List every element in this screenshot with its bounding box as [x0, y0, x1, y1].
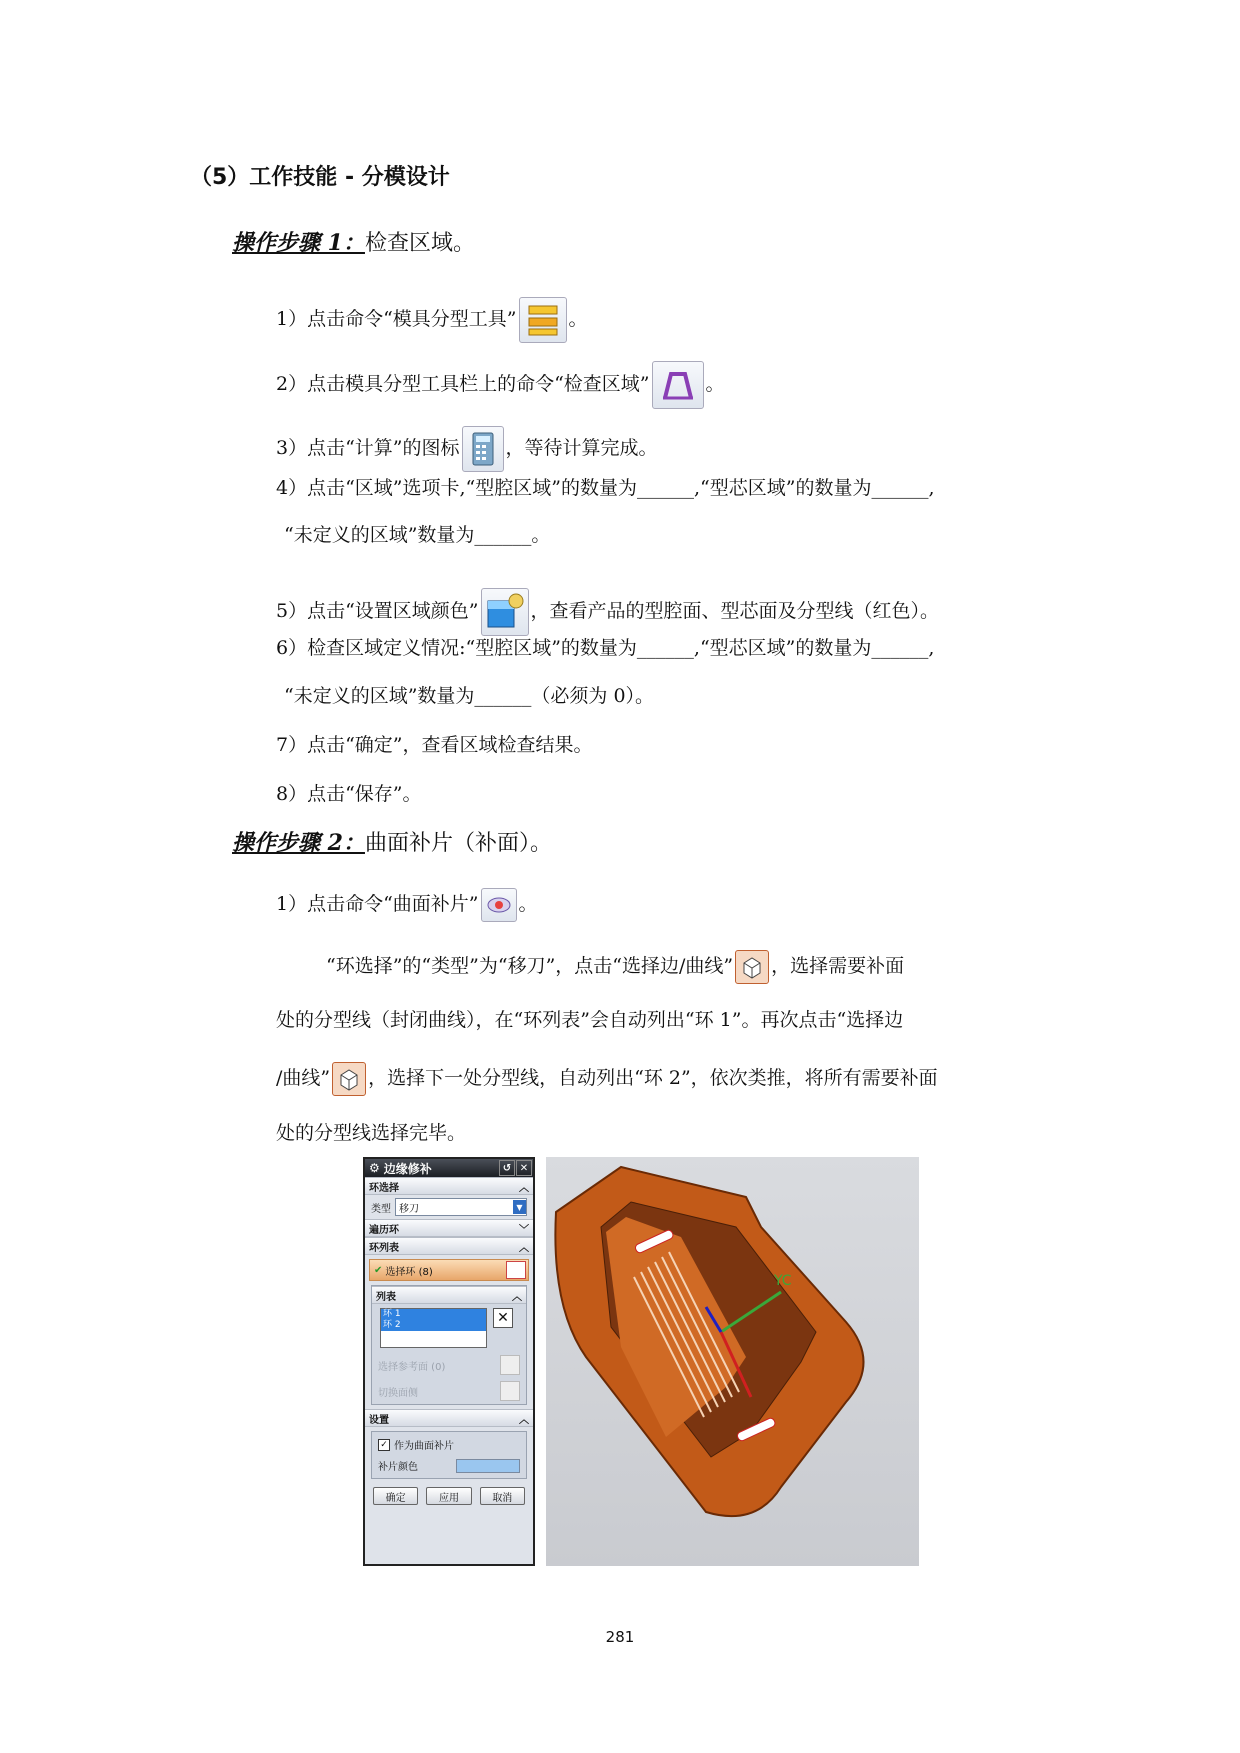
- item-text: “环选择”的“类型”为“移刀”，点击“选择边/曲线”: [326, 955, 734, 977]
- apply-button[interactable]: 应用: [426, 1487, 471, 1505]
- item-text: ，查看产品的型腔面、型芯面及分型线（红色）。: [530, 600, 940, 622]
- list-group: [371, 1285, 527, 1405]
- step1-item8: 8）点击“保存”。: [276, 783, 422, 805]
- step2-item1: [276, 888, 538, 922]
- item-text: ，选择需要补面: [771, 955, 905, 977]
- step1-item6: 6）检查区域定义情况:“型腔区域”的数量为______,“型芯区域”的数量为______,: [276, 637, 935, 659]
- item-text: 。: [568, 308, 588, 330]
- step1-heading: [232, 226, 475, 257]
- calculator-icon[interactable]: [462, 426, 504, 472]
- step1-item3: [276, 426, 658, 472]
- item-text: 。: [518, 893, 538, 915]
- section-label: 遍历环: [369, 1224, 399, 1236]
- close-icon[interactable]: ✕: [516, 1160, 532, 1176]
- step1-label: 操作步骤 1：: [232, 230, 365, 256]
- dialog-titlebar: [365, 1159, 533, 1177]
- section-ring-select[interactable]: [365, 1177, 533, 1195]
- edge-patch-dialog: [363, 1157, 535, 1566]
- step2-label: 操作步骤 2：: [232, 830, 365, 856]
- settings-group: [371, 1431, 527, 1479]
- check-region-icon[interactable]: [652, 361, 704, 409]
- as-patch-checkbox[interactable]: ✓: [378, 1439, 390, 1451]
- list-item[interactable]: 环 2: [381, 1320, 486, 1331]
- step1-item4-cont: “未定义的区域”数量为______。: [284, 524, 551, 546]
- select-edge-curve-icon[interactable]: [332, 1062, 366, 1096]
- surface-patch-icon[interactable]: [481, 888, 517, 922]
- chevron-down-icon: ﹀: [519, 1224, 529, 1236]
- ref-face-button[interactable]: [500, 1355, 520, 1375]
- item-text: 2）点击模具分型工具栏上的命令“检查区域”: [276, 373, 650, 395]
- section-ring-list[interactable]: [365, 1237, 533, 1255]
- step1-item5: [276, 588, 939, 636]
- section-traverse[interactable]: [365, 1219, 533, 1237]
- item-text: 。: [705, 373, 725, 395]
- set-region-color-icon[interactable]: [481, 588, 529, 636]
- patch-color-swatch[interactable]: [456, 1459, 520, 1473]
- step2-para-line2: 处的分型线（封闭曲线），在“环列表”会自动列出“环 1”。再次点击“选择边: [276, 1009, 904, 1031]
- remove-icon[interactable]: ✕: [493, 1308, 513, 1328]
- step2-title: 曲面补片（补面）。: [364, 831, 552, 856]
- gear-icon[interactable]: ⚙: [369, 1161, 380, 1175]
- ref-face-label: 选择参考面 (0): [378, 1361, 446, 1373]
- step1-item6-cont: “未定义的区域”数量为______（必须为 0）。: [284, 685, 655, 707]
- step2-para-line3: [276, 1062, 938, 1096]
- step1-item4: 4）点击“区域”选项卡,“型腔区域”的数量为______,“型芯区域”的数量为______,: [276, 477, 935, 499]
- step1-item2: [276, 361, 725, 409]
- select-ring-label: 选择环 (8): [385, 1266, 433, 1278]
- cancel-button[interactable]: 取消: [480, 1487, 525, 1505]
- item-text: ，等待计算完成。: [505, 437, 658, 459]
- item-text: 1）点击命令“曲面补片”: [276, 893, 479, 915]
- step1-item1: [276, 297, 588, 343]
- select-ring-button[interactable]: [506, 1261, 526, 1279]
- section-label: 设置: [369, 1414, 389, 1426]
- section-heading: （5）工作技能 - 分模设计: [190, 165, 450, 190]
- page-number: 281: [605, 1628, 635, 1646]
- ok-button[interactable]: 确定: [373, 1487, 418, 1505]
- chevron-down-icon[interactable]: ▼: [513, 1200, 526, 1214]
- switch-face-button[interactable]: [500, 1381, 520, 1401]
- chevron-up-icon: ︿: [519, 1182, 529, 1194]
- switch-face-label: 切换面侧: [378, 1387, 418, 1399]
- mold-parting-tool-icon[interactable]: [519, 297, 567, 343]
- step2-para-line4: 处的分型线选择完毕。: [276, 1122, 467, 1144]
- as-patch-label: 作为曲面补片: [394, 1441, 454, 1452]
- item-text: ，选择下一处分型线，自动列出“环 2”，依次类推，将所有需要补面: [368, 1067, 938, 1089]
- type-value: 移刀: [399, 1203, 419, 1215]
- patch-color-label: 补片颜色: [378, 1462, 418, 1473]
- select-ring-row[interactable]: [369, 1259, 529, 1281]
- step2-para-line1: [326, 950, 904, 984]
- check-icon: ✔: [374, 1264, 383, 1276]
- item-text: 1）点击命令“模具分型工具”: [276, 308, 517, 330]
- yc-axis-label: YC: [774, 1273, 792, 1289]
- chevron-up-icon: ︿: [512, 1291, 522, 1303]
- section-label: 环选择: [369, 1182, 399, 1194]
- item-text: /曲线”: [276, 1067, 331, 1089]
- section-settings[interactable]: [365, 1409, 533, 1427]
- section-label: 列表: [376, 1291, 396, 1303]
- item-text: 5）点击“设置区域颜色”: [276, 600, 479, 622]
- section-list[interactable]: [372, 1286, 526, 1304]
- step1-title: 检查区域。: [364, 231, 475, 256]
- mold-model-image: [546, 1157, 919, 1566]
- dialog-title: 边缘修补: [383, 1161, 432, 1176]
- type-label: 类型: [371, 1203, 391, 1215]
- chevron-up-icon: ︿: [519, 1242, 529, 1254]
- section-label: 环列表: [369, 1242, 399, 1254]
- model-view: [546, 1157, 919, 1566]
- select-edge-curve-icon[interactable]: [735, 950, 769, 984]
- item-text: 3）点击“计算”的图标: [276, 437, 460, 459]
- chevron-up-icon: ︿: [519, 1414, 529, 1426]
- ring-listbox[interactable]: [380, 1308, 487, 1348]
- step2-heading: [232, 826, 552, 857]
- step1-item7: 7）点击“确定”，查看区域检查结果。: [276, 734, 593, 756]
- list-item[interactable]: 环 1: [381, 1309, 486, 1320]
- reset-icon[interactable]: ↺: [499, 1160, 515, 1176]
- type-dropdown[interactable]: [395, 1198, 527, 1216]
